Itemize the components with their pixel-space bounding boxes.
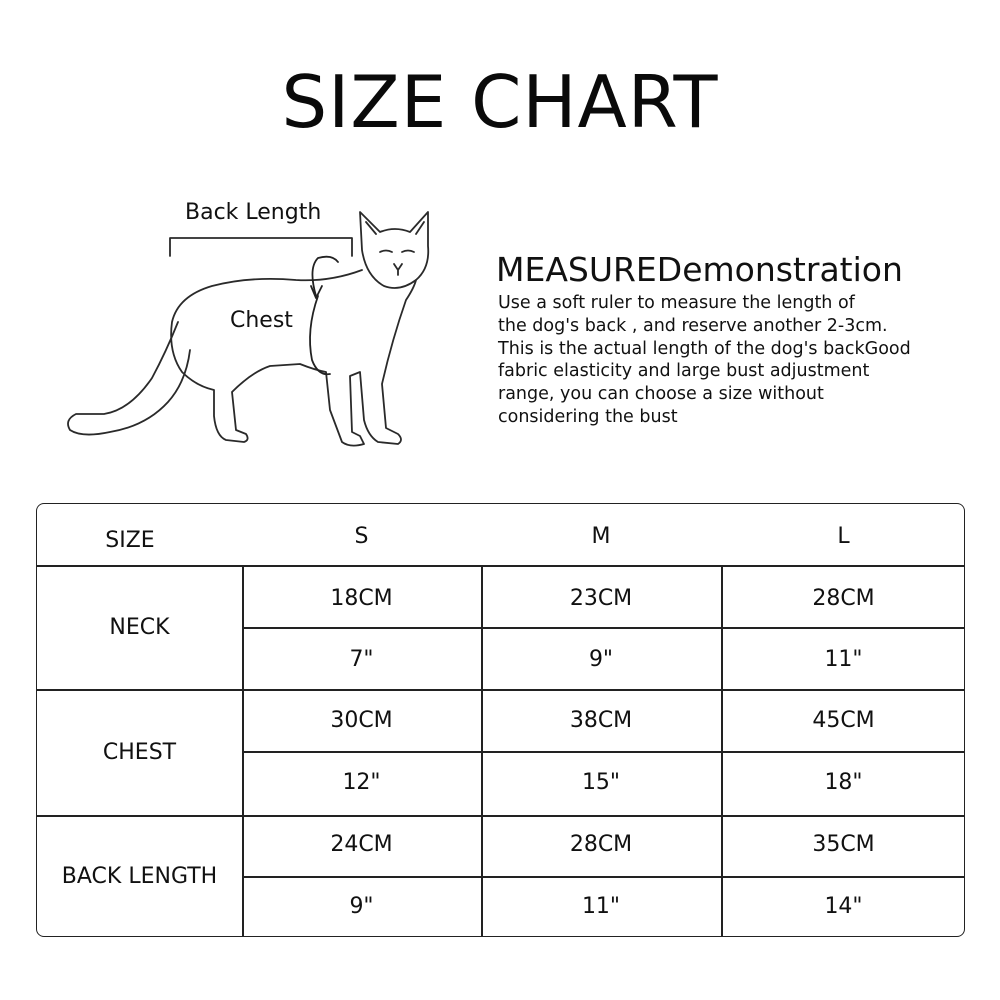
instruction-line: the dog's back , and reserve another 2-3cm. bbox=[498, 315, 888, 336]
instruction-line: Use a soft ruler to measure the length of bbox=[498, 293, 855, 313]
cell-neck-l-cm: 28CM bbox=[812, 585, 875, 611]
cell-back-l-inch: 14" bbox=[824, 893, 863, 919]
cell-neck-s-cm: 18CM bbox=[330, 585, 393, 611]
arrow-icon bbox=[311, 286, 322, 298]
cell-back-m-cm: 28CM bbox=[569, 831, 633, 857]
cell-back-s-cm: 24CM bbox=[330, 831, 393, 857]
chest-measuring-loop bbox=[312, 257, 338, 296]
cell-back-l-cm: 35CM bbox=[812, 831, 875, 857]
cell-back-s-inch: 9" bbox=[349, 893, 374, 919]
cell-chest-l-inch: 18" bbox=[824, 769, 863, 795]
cell-back-m-inch: 11" bbox=[581, 893, 621, 919]
cell-chest-s-inch: 12" bbox=[342, 769, 381, 795]
back-length-label: Back Length bbox=[185, 200, 322, 225]
row-label-neck: NECK bbox=[109, 614, 170, 640]
header-s: S bbox=[354, 523, 369, 549]
header-size: SIZE bbox=[105, 527, 155, 553]
cell-chest-s-cm: 30CM bbox=[330, 707, 393, 733]
back-length-bracket bbox=[170, 238, 352, 256]
measure-instructions bbox=[498, 292, 958, 429]
cell-chest-m-cm: 38CM bbox=[569, 707, 633, 733]
size-table bbox=[36, 503, 965, 937]
header-l: L bbox=[837, 523, 850, 549]
measure-heading: MEASUREDemonstration bbox=[496, 250, 903, 289]
instruction-line: range, you can choose a size without bbox=[498, 384, 824, 405]
cell-chest-l-cm: 45CM bbox=[812, 707, 875, 733]
row-label-back-length: BACK LENGTH bbox=[61, 864, 218, 889]
cell-chest-m-inch: 15" bbox=[581, 769, 621, 795]
header-m: M bbox=[591, 523, 611, 549]
instruction-line: fabric elasticity and large bust adjustment bbox=[498, 361, 870, 382]
instruction-line: considering the bust bbox=[498, 406, 678, 427]
cell-neck-s-inch: 7" bbox=[349, 646, 374, 672]
instruction-line: This is the actual length of the dog's backGood bbox=[498, 338, 911, 359]
chest-label: Chest bbox=[230, 308, 293, 333]
row-label-chest: CHEST bbox=[102, 739, 177, 765]
page-title: SIZE CHART bbox=[281, 60, 719, 144]
cell-neck-l-inch: 11" bbox=[824, 646, 863, 672]
cell-neck-m-inch: 9" bbox=[588, 646, 614, 672]
cell-neck-m-cm: 23CM bbox=[569, 585, 633, 611]
